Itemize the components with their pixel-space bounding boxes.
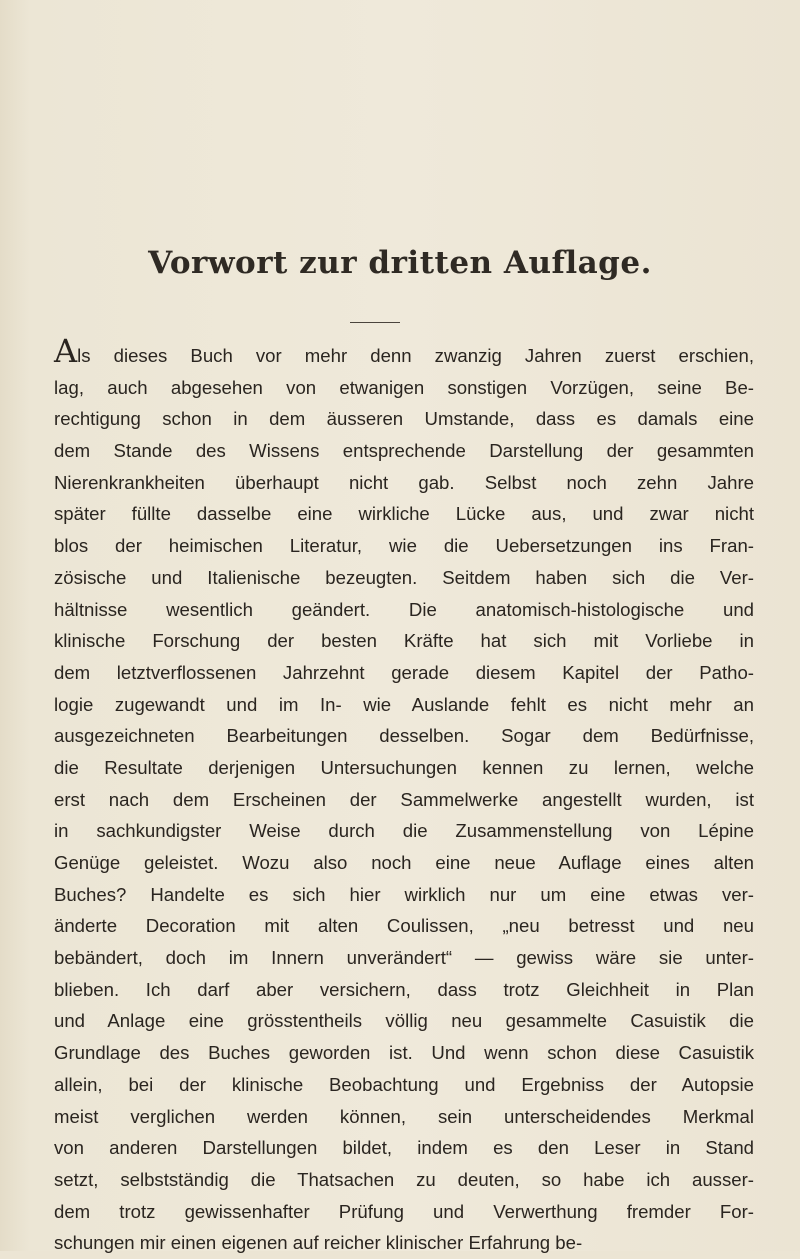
text-line: dem Stande des Wissens entsprechende Darstellung der gesammten xyxy=(54,440,754,462)
page-title: Vorwort zur dritten Auflage. xyxy=(148,245,652,281)
text-line: dem letztverflossenen Jahrzehnt gerade diesem Kapitel der Patho- xyxy=(54,661,754,683)
text-line: änderte Decoration mit alten Coulissen, „neu betresst und neu xyxy=(54,915,754,937)
text-line: logie zugewandt und im In- wie Auslande fehlt es nicht mehr an xyxy=(54,693,754,715)
text-line: Grundlage des Buches geworden ist. Und wenn schon diese Casuistik xyxy=(54,1042,754,1064)
title-divider xyxy=(350,322,400,323)
text-line: Buches? Handelte es sich hier wirklich nur um eine etwas ver- xyxy=(54,883,754,905)
text-line: die Resultate derjenigen Untersuchungen kennen zu lernen, welche xyxy=(54,756,754,778)
text-line: zösische und Italienische bezeugten. Seitdem haben sich die Ver- xyxy=(54,566,754,588)
text-line: lag, auch abgesehen von etwanigen sonstigen Vorzügen, seine Be- xyxy=(54,376,754,398)
text-line: von anderen Darstellungen bildet, indem es den Leser in Stand xyxy=(54,1137,754,1159)
text-line: bebändert, doch im Innern unverändert“ — gewiss wäre sie unter- xyxy=(54,947,754,969)
text-line: blieben. Ich darf aber versichern, dass trotz Gleichheit in Plan xyxy=(54,978,754,1000)
text-line: meist verglichen werden können, sein unterscheidendes Merkmal xyxy=(54,1105,754,1127)
drop-cap: A xyxy=(54,332,78,370)
text-line: in sachkundigster Weise durch die Zusammenstellung von Lépine xyxy=(54,820,754,842)
text-line: rechtigung schon in dem äusseren Umstande, dass es damals eine xyxy=(54,408,754,430)
text-line: später füllte dasselbe eine wirkliche Lücke aus, und zwar nicht xyxy=(54,503,754,525)
preface-text xyxy=(54,332,754,1259)
text-line: hältnisse wesentlich geändert. Die anatomisch-histologische und xyxy=(54,598,754,620)
text-line: Genüge geleistet. Wozu also noch eine neue Auflage eines alten xyxy=(54,852,754,873)
text-line: schungen mir einen eigenen auf reicher klinischer Erfahrung be- xyxy=(54,1232,583,1254)
text-line: klinische Forschung der besten Kräfte hat sich mit Vorliebe in xyxy=(54,630,754,652)
text-line: Nierenkrankheiten überhaupt nicht gab. Selbst noch zehn Jahre xyxy=(54,471,754,493)
text-line: ausgezeichneten Bearbeitungen desselben. Sogar dem Bedürfnisse, xyxy=(54,725,754,747)
text-line: erst nach dem Erscheinen der Sammelwerke angestellt wurden, ist xyxy=(54,788,754,810)
first-line-text: ls dieses Buch vor mehr denn zwanzig Jahren zuerst erschien, xyxy=(77,345,754,366)
text-line: dem trotz gewissenhafter Prüfung und Verwerthung fremder For- xyxy=(54,1200,754,1222)
text-line: und Anlage eine grösstentheils völlig neu gesammelte Casuistik die xyxy=(54,1010,754,1032)
text-line-1 xyxy=(54,332,754,372)
text-line: allein, bei der klinische Beobachtung und Ergebniss der Autopsie xyxy=(54,1073,754,1095)
text-line: blos der heimischen Literatur, wie die Uebersetzungen ins Fran- xyxy=(54,535,754,557)
text-line: setzt, selbstständig die Thatsachen zu deuten, so habe ich ausser- xyxy=(54,1168,754,1190)
